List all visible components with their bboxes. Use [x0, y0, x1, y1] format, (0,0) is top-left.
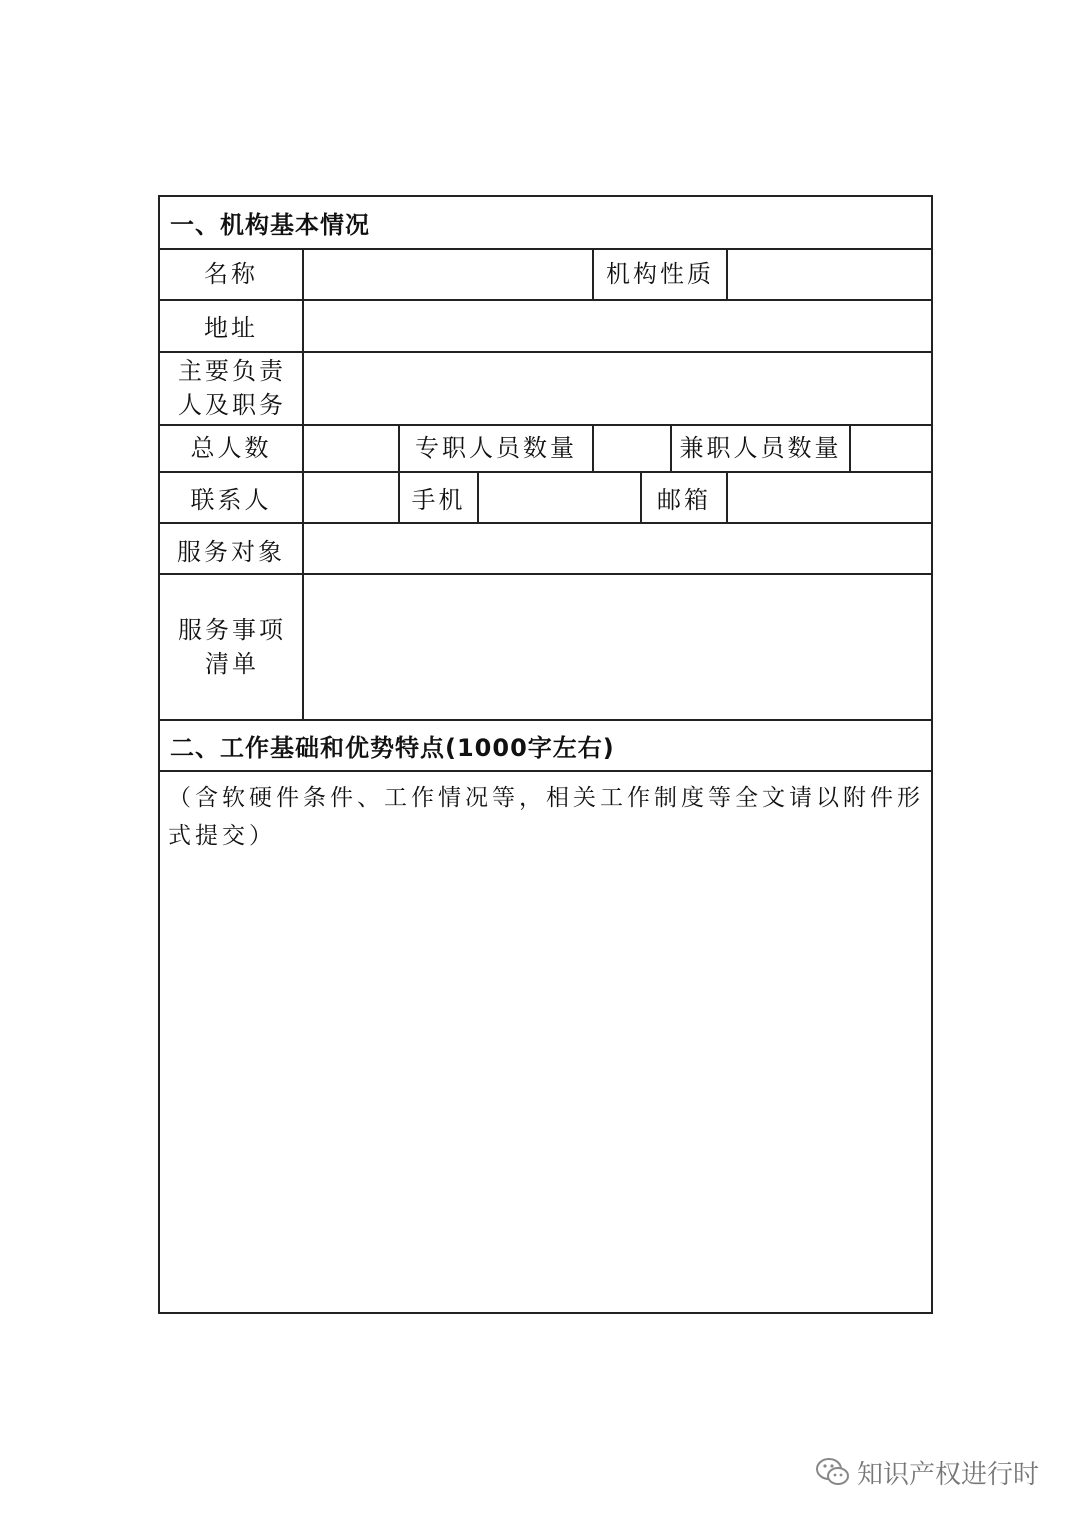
email-label: 邮箱 — [657, 486, 711, 514]
service-list-label: 服务事项清单 — [178, 615, 286, 678]
nature-label: 机构性质 — [606, 260, 714, 288]
section-2-title: 二、工作基础和优势特点(1000字左右) — [170, 733, 615, 762]
mobile-field[interactable] — [479, 473, 639, 521]
service-target-field[interactable] — [304, 524, 930, 572]
parttime-staff-label: 兼职人员数量 — [679, 434, 842, 462]
row-divider — [160, 770, 931, 772]
contact-field[interactable] — [304, 473, 397, 521]
fulltime-staff-field[interactable] — [594, 426, 669, 470]
service-list-field[interactable] — [304, 575, 930, 718]
watermark-text: 知识产权进行时 — [857, 1459, 1040, 1490]
application-form-table — [158, 195, 933, 1314]
address-field[interactable] — [304, 301, 930, 350]
parttime-staff-field[interactable] — [851, 426, 930, 470]
total-staff-label: 总人数 — [190, 434, 272, 462]
leader-label: 主要负责人及职务 — [178, 357, 286, 419]
section-1-title: 一、机构基本情况 — [170, 211, 370, 239]
section-2-text-area[interactable] — [162, 857, 929, 1312]
wechat-icon — [815, 1457, 851, 1487]
fulltime-staff-label: 专职人员数量 — [415, 434, 577, 462]
name-label: 名称 — [204, 260, 258, 288]
email-field[interactable] — [728, 473, 930, 521]
address-label: 地址 — [204, 314, 258, 342]
nature-field[interactable] — [728, 250, 930, 298]
watermark — [815, 1450, 1039, 1494]
total-staff-field[interactable] — [304, 426, 397, 470]
service-target-label: 服务对象 — [177, 538, 285, 566]
name-field[interactable] — [304, 250, 591, 298]
contact-label: 联系人 — [190, 486, 272, 514]
mobile-label: 手机 — [411, 486, 466, 514]
section-2-note: （含软硬件条件、工作情况等，相关工作制度等全文请以附件形式提交） — [168, 785, 924, 849]
leader-field[interactable] — [304, 353, 930, 423]
